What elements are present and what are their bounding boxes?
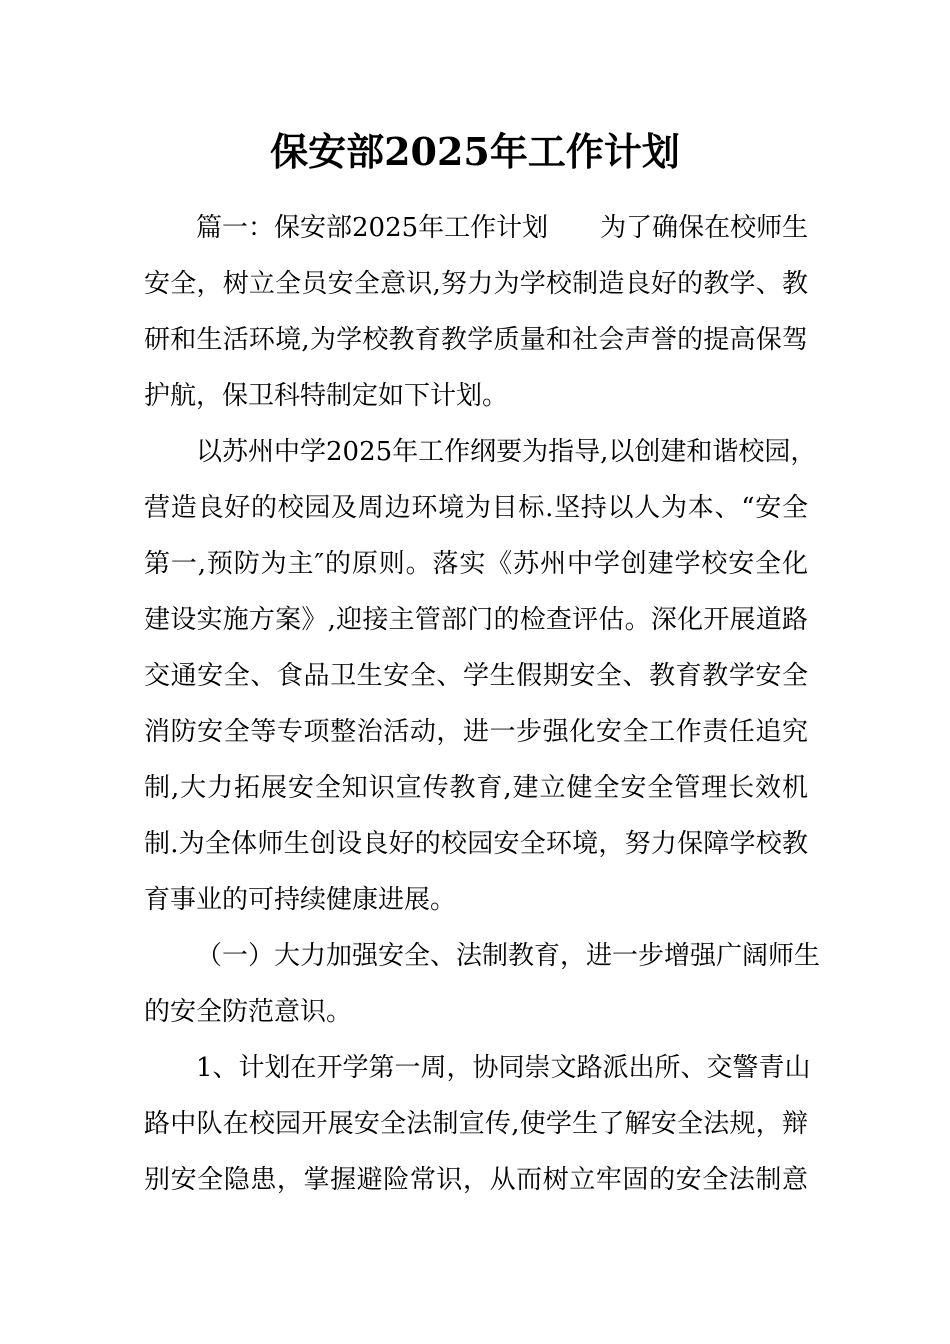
paragraph-3: [144, 928, 821, 1040]
text-line: 1、计划在开学第一周，协同崇文路派出所、交警青山: [196, 1053, 811, 1083]
text-line: 制,大力拓展安全知识宣传教育,建立健全安全管理长效机: [144, 773, 808, 803]
text-line: 建设实施方案》,迎接主管部门的检查评估。深化开展道路: [144, 605, 808, 635]
text-line: 以苏州中学2025年工作纲要为指导,以创建和谐校园，: [196, 437, 817, 467]
text-line: 的安全防范意识。: [144, 997, 353, 1027]
text-line: 第一,预防为主″的原则。落实《苏州中学创建学校安全化: [144, 549, 808, 579]
text-line: 营造良好的校园及周边环境为目标.坚持以人为本、“安全: [144, 493, 808, 523]
paragraph-1: [144, 200, 808, 424]
text-line: 制.为全体师生创设良好的校园安全环境，努力保障学校教: [144, 829, 808, 859]
document-title: 保安部2025年工作计划: [270, 129, 680, 174]
paragraph-2: [144, 424, 817, 928]
text-line: 别安全隐患，掌握避险常识，从而树立牢固的安全法制意: [144, 1165, 808, 1195]
text-line: 篇一：保安部2025年工作计划 为了确保在校师生: [196, 213, 809, 243]
text-line: 交通安全、食品卫生安全、学生假期安全、教育教学安全: [144, 661, 808, 691]
text-line: 路中队在校园开展安全法制宣传,使学生了解安全法规，辩: [144, 1109, 808, 1139]
text-line: 研和生活环境,为学校教育教学质量和社会声誉的提高保驾: [144, 325, 808, 355]
document-body: [144, 200, 821, 1208]
text-line: 安全，树立全员安全意识,努力为学校制造良好的教学、教: [144, 269, 808, 299]
text-line: 育事业的可持续健康进展。: [144, 885, 457, 915]
paragraph-4: [144, 1040, 811, 1208]
text-line: 护航，保卫科特制定如下计划。: [144, 381, 509, 411]
text-line: （一）大力加强安全、法制教育，进一步增强广阔师生: [196, 941, 821, 971]
text-line: 消防安全等专项整治活动，进一步强化安全工作责任追究: [144, 717, 808, 747]
